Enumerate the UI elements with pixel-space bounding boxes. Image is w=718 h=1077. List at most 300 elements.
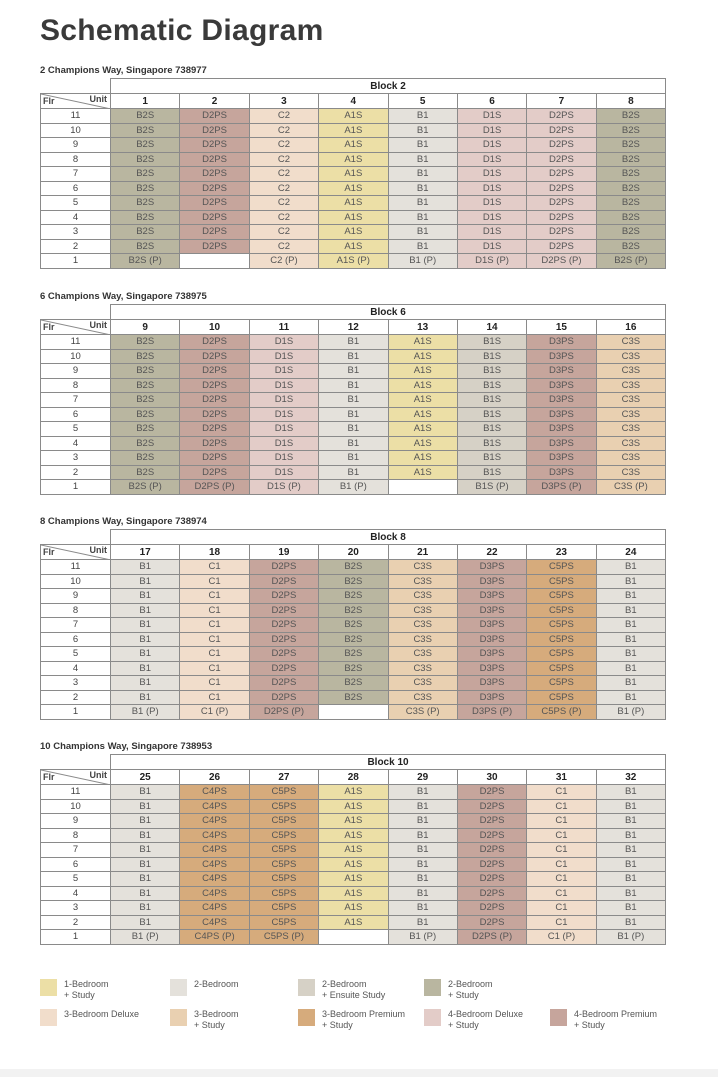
unit-cell: B2S (596, 167, 665, 182)
unit-cell: D2PS (249, 632, 318, 647)
unit-cell: C5PS (527, 603, 596, 618)
unit-cell: D2PS (180, 451, 249, 466)
unit-cell: D2PS (527, 138, 596, 153)
unit-cell: C2 (249, 123, 318, 138)
unit-cell: D3PS (527, 378, 596, 393)
unit-cell: B2S (P) (596, 254, 665, 269)
unit-cell: D1S (457, 210, 526, 225)
unit-cell: C4PS (P) (180, 930, 249, 945)
unit-cell: B2S (596, 239, 665, 254)
unit-cell: B2S (111, 138, 180, 153)
floor-unit-corner (41, 320, 111, 335)
unit-number: 29 (388, 770, 457, 785)
unit-cell: A1S (319, 152, 388, 167)
empty-cell (388, 480, 457, 495)
unit-cell: B2S (319, 589, 388, 604)
unit-cell: D2PS (180, 196, 249, 211)
unit-cell: B1 (388, 239, 457, 254)
unit-cell: C1 (P) (527, 930, 596, 945)
unit-cell: D2PS (180, 225, 249, 240)
floor-number: 2 (41, 690, 111, 705)
unit-cell: B1 (596, 843, 665, 858)
unit-cell: D1S (249, 378, 318, 393)
unit-cell: C1 (527, 814, 596, 829)
unit-cell: D2PS (180, 109, 249, 124)
unit-number: 19 (249, 545, 318, 560)
unit-cell: D2PS (P) (527, 254, 596, 269)
unit-cell: C1 (527, 799, 596, 814)
unit-cell: B1 (388, 828, 457, 843)
unit-cell: B2S (596, 109, 665, 124)
unit-cell: D2PS (457, 915, 526, 930)
unit-cell: C5PS (527, 574, 596, 589)
unit-cell: B1 (319, 451, 388, 466)
empty-cell (180, 254, 249, 269)
unit-cell: B1S (457, 378, 526, 393)
unit-cell: B1 (388, 210, 457, 225)
unit-cell: C3S (596, 349, 665, 364)
unit-cell: A1S (319, 872, 388, 887)
unit-cell: B2S (111, 436, 180, 451)
unit-cell: D2PS (457, 828, 526, 843)
unit-cell: D3PS (457, 560, 526, 575)
floor-number: 3 (41, 225, 111, 240)
unit-cell: C3S (388, 676, 457, 691)
unit-cell: A1S (388, 422, 457, 437)
unit-cell: C4PS (180, 915, 249, 930)
unit-cell: B1S (457, 393, 526, 408)
floor-row (41, 393, 666, 408)
legend-label: 2-Bedroom (194, 979, 239, 989)
unit-cell: A1S (388, 407, 457, 422)
unit-cell: B1 (111, 589, 180, 604)
unit-cell: D3PS (P) (527, 480, 596, 495)
unit-header: Unit (89, 320, 107, 330)
legend-label: 3-Bedroom + Study (194, 1009, 239, 1030)
floor-row (41, 785, 666, 800)
floor-row (41, 814, 666, 829)
legend-swatch (40, 1009, 57, 1026)
floor-row (41, 618, 666, 633)
unit-cell: D3PS (527, 407, 596, 422)
unit-number: 11 (249, 320, 318, 335)
floor-number: 2 (41, 239, 111, 254)
unit-cell: B2S (319, 632, 388, 647)
floor-number: 11 (41, 335, 111, 350)
unit-cell: D1S (457, 239, 526, 254)
floor-number: 10 (41, 349, 111, 364)
unit-cell: D3PS (457, 661, 526, 676)
floor-number: 7 (41, 393, 111, 408)
floor-row (41, 690, 666, 705)
floor-row (41, 632, 666, 647)
floor-number: 4 (41, 661, 111, 676)
floor-number: 1 (41, 480, 111, 495)
unit-cell: C3S (P) (388, 705, 457, 720)
unit-cell: D3PS (527, 465, 596, 480)
unit-cell: C5PS (249, 857, 318, 872)
unit-cell: B1 (111, 632, 180, 647)
unit-cell: D2PS (180, 210, 249, 225)
unit-cell: D1S (249, 364, 318, 379)
unit-cell: D2PS (P) (249, 705, 318, 720)
unit-cell: C2 (249, 167, 318, 182)
unit-cell: C5PS (249, 828, 318, 843)
unit-cell: D2PS (457, 886, 526, 901)
unit-cell: B1 (596, 690, 665, 705)
unit-cell: B1 (596, 574, 665, 589)
unit-cell: D1S (457, 138, 526, 153)
unit-cell: B1 (111, 661, 180, 676)
block-section (40, 290, 665, 495)
unit-cell: C3S (388, 603, 457, 618)
bottom-divider (0, 1069, 718, 1077)
unit-cell: C3S (596, 451, 665, 466)
unit-cell: B1 (596, 915, 665, 930)
unit-cell: B2S (111, 364, 180, 379)
unit-number: 15 (527, 320, 596, 335)
schematic-table (40, 754, 666, 945)
unit-cell: B2S (111, 123, 180, 138)
floor-number: 9 (41, 814, 111, 829)
unit-cell: D3PS (457, 603, 526, 618)
unit-cell: B1 (388, 138, 457, 153)
floor-row (41, 196, 666, 211)
unit-cell: C5PS (249, 915, 318, 930)
unit-cell: A1S (388, 364, 457, 379)
block-label: Block 8 (111, 530, 666, 545)
unit-cell: C5PS (P) (527, 705, 596, 720)
floor-number: 5 (41, 647, 111, 662)
unit-cell: C1 (527, 857, 596, 872)
unit-cell: C3S (596, 436, 665, 451)
unit-number: 23 (527, 545, 596, 560)
unit-number: 7 (527, 94, 596, 109)
unit-cell: D2PS (249, 560, 318, 575)
unit-cell: D2PS (180, 422, 249, 437)
floor-row (41, 705, 666, 720)
unit-cell: B1 (596, 785, 665, 800)
unit-cell: B2S (111, 239, 180, 254)
unit-header: Unit (89, 545, 107, 555)
legend-swatch (298, 979, 315, 996)
floor-number: 3 (41, 676, 111, 691)
unit-cell: B2S (P) (111, 254, 180, 269)
unit-cell: B2S (319, 574, 388, 589)
unit-cell: D2PS (180, 138, 249, 153)
floor-number: 3 (41, 451, 111, 466)
unit-cell: D3PS (527, 422, 596, 437)
unit-cell: C4PS (180, 901, 249, 916)
block-section (40, 64, 665, 269)
unit-header: Unit (89, 94, 107, 104)
unit-cell: A1S (319, 799, 388, 814)
floor-row (41, 451, 666, 466)
unit-cell: D2PS (457, 857, 526, 872)
unit-cell: C1 (527, 785, 596, 800)
unit-cell: B1 (P) (596, 930, 665, 945)
unit-cell: D1S (249, 393, 318, 408)
unit-cell: B1 (596, 799, 665, 814)
unit-cell: D2PS (180, 349, 249, 364)
unit-cell: B1S (P) (457, 480, 526, 495)
unit-cell: D1S (P) (457, 254, 526, 269)
unit-number: 4 (319, 94, 388, 109)
unit-cell: B2S (111, 407, 180, 422)
unit-cell: D2PS (457, 814, 526, 829)
unit-cell: B1S (457, 451, 526, 466)
floor-number: 7 (41, 167, 111, 182)
unit-cell: B2S (319, 647, 388, 662)
unit-cell: C2 (249, 109, 318, 124)
unit-cell: B1S (457, 407, 526, 422)
floor-row (41, 901, 666, 916)
block-address: 10 Champions Way, Singapore 738953 (40, 741, 213, 752)
unit-cell: B2S (596, 123, 665, 138)
unit-cell: B1 (388, 167, 457, 182)
unit-cell: B1 (388, 785, 457, 800)
unit-cell: C4PS (180, 814, 249, 829)
floor-number: 8 (41, 378, 111, 393)
unit-cell: C3S (596, 364, 665, 379)
unit-cell: B1 (388, 843, 457, 858)
unit-cell: D1S (249, 422, 318, 437)
unit-number: 6 (457, 94, 526, 109)
unit-cell: B2S (319, 560, 388, 575)
unit-cell: B2S (319, 676, 388, 691)
floor-number: 1 (41, 930, 111, 945)
unit-cell: D1S (457, 123, 526, 138)
floor-number: 6 (41, 857, 111, 872)
floor-row (41, 254, 666, 269)
floor-number: 2 (41, 915, 111, 930)
unit-cell: A1S (319, 785, 388, 800)
unit-cell: C5PS (249, 814, 318, 829)
unit-cell: D2PS (527, 181, 596, 196)
unit-cell: B1 (596, 886, 665, 901)
floor-number: 4 (41, 886, 111, 901)
unit-cell: D2PS (249, 676, 318, 691)
unit-cell: C1 (180, 647, 249, 662)
unit-cell: C1 (P) (180, 705, 249, 720)
unit-cell: D2PS (P) (457, 930, 526, 945)
unit-number: 25 (111, 770, 180, 785)
unit-cell: B1 (388, 814, 457, 829)
unit-cell: D2PS (457, 843, 526, 858)
unit-cell: B2S (596, 181, 665, 196)
floor-row (41, 872, 666, 887)
unit-cell: D3PS (527, 364, 596, 379)
unit-cell: B1S (457, 422, 526, 437)
floor-header: Flr (43, 547, 55, 557)
unit-cell: B2S (111, 465, 180, 480)
blank-cell (41, 305, 111, 320)
floor-number: 8 (41, 828, 111, 843)
unit-number: 5 (388, 94, 457, 109)
unit-cell: B1 (111, 886, 180, 901)
unit-cell: D3PS (527, 451, 596, 466)
unit-cell: A1S (319, 210, 388, 225)
legend-label: 2-Bedroom + Ensuite Study (322, 979, 386, 1000)
unit-cell: B1 (111, 828, 180, 843)
floor-row (41, 123, 666, 138)
floor-row (41, 661, 666, 676)
unit-cell: D1S (457, 196, 526, 211)
unit-cell: C5PS (P) (249, 930, 318, 945)
unit-cell: D3PS (P) (457, 705, 526, 720)
unit-cell: D2PS (180, 364, 249, 379)
unit-cell: C3S (596, 407, 665, 422)
floor-row (41, 828, 666, 843)
unit-number: 17 (111, 545, 180, 560)
unit-cell: C2 (249, 138, 318, 153)
unit-cell: B1 (596, 676, 665, 691)
floor-number: 2 (41, 465, 111, 480)
unit-cell: D2PS (180, 335, 249, 350)
unit-cell: C5PS (527, 661, 596, 676)
unit-cell: D2PS (249, 603, 318, 618)
unit-cell: C2 (249, 239, 318, 254)
unit-cell: A1S (319, 196, 388, 211)
unit-cell: C3S (388, 560, 457, 575)
block-label: Block 2 (111, 79, 666, 94)
unit-number: 31 (527, 770, 596, 785)
unit-cell: C1 (180, 603, 249, 618)
unit-cell: B1 (596, 828, 665, 843)
floor-number: 11 (41, 109, 111, 124)
unit-cell: B1 (319, 407, 388, 422)
unit-cell: D2PS (180, 181, 249, 196)
floor-row (41, 560, 666, 575)
unit-cell: C1 (180, 589, 249, 604)
unit-cell: B1 (596, 901, 665, 916)
floor-number: 10 (41, 123, 111, 138)
unit-cell: C2 (249, 210, 318, 225)
floor-number: 4 (41, 210, 111, 225)
unit-cell: B2S (P) (111, 480, 180, 495)
floor-unit-corner (41, 94, 111, 109)
floor-number: 6 (41, 181, 111, 196)
unit-cell: A1S (388, 451, 457, 466)
unit-cell: B2S (319, 661, 388, 676)
unit-cell: D2PS (180, 123, 249, 138)
unit-cell: D2PS (180, 407, 249, 422)
unit-cell: A1S (319, 814, 388, 829)
unit-cell: B1 (111, 901, 180, 916)
floor-row (41, 378, 666, 393)
floor-row (41, 239, 666, 254)
floor-number: 1 (41, 254, 111, 269)
unit-cell: D2PS (527, 167, 596, 182)
unit-cell: B2S (111, 422, 180, 437)
unit-cell: B2S (596, 225, 665, 240)
unit-cell: B1 (P) (596, 705, 665, 720)
unit-number: 28 (319, 770, 388, 785)
floor-unit-corner (41, 770, 111, 785)
unit-cell: B1S (457, 465, 526, 480)
unit-cell: B2S (111, 378, 180, 393)
floor-row (41, 152, 666, 167)
floor-header: Flr (43, 96, 55, 106)
unit-cell: A1S (388, 436, 457, 451)
unit-cell: A1S (319, 138, 388, 153)
unit-cell: B2S (111, 335, 180, 350)
unit-cell: C1 (180, 676, 249, 691)
floor-number: 5 (41, 872, 111, 887)
floor-row (41, 225, 666, 240)
unit-cell: D1S (457, 181, 526, 196)
floor-row (41, 349, 666, 364)
unit-cell: D2PS (457, 872, 526, 887)
unit-cell: C2 (249, 225, 318, 240)
unit-cell: C4PS (180, 785, 249, 800)
floor-number: 10 (41, 799, 111, 814)
unit-cell: D1S (457, 109, 526, 124)
unit-cell: C3S (388, 661, 457, 676)
unit-cell: B1 (596, 661, 665, 676)
unit-cell: A1S (388, 378, 457, 393)
unit-cell: D3PS (457, 574, 526, 589)
unit-cell: C5PS (527, 690, 596, 705)
floor-header: Flr (43, 322, 55, 332)
floor-header: Flr (43, 772, 55, 782)
unit-cell: D1S (457, 167, 526, 182)
unit-number: 2 (180, 94, 249, 109)
unit-cell: B1 (388, 886, 457, 901)
unit-cell: B1S (457, 436, 526, 451)
floor-row (41, 843, 666, 858)
unit-cell: B1 (111, 814, 180, 829)
unit-cell: B2S (111, 349, 180, 364)
legend-label: 1-Bedroom + Study (64, 979, 109, 1000)
unit-cell: B1 (111, 676, 180, 691)
floor-number: 9 (41, 364, 111, 379)
unit-cell: D2PS (527, 196, 596, 211)
blank-cell (41, 755, 111, 770)
unit-cell: A1S (388, 349, 457, 364)
floor-number: 11 (41, 560, 111, 575)
unit-cell: C2 (249, 181, 318, 196)
unit-number: 32 (596, 770, 665, 785)
floor-number: 5 (41, 422, 111, 437)
floor-number: 7 (41, 843, 111, 858)
unit-cell: C5PS (249, 785, 318, 800)
unit-cell: B1 (319, 422, 388, 437)
floor-number: 6 (41, 632, 111, 647)
unit-cell: B2S (111, 196, 180, 211)
unit-cell: C5PS (527, 676, 596, 691)
floor-row (41, 647, 666, 662)
unit-cell: D2PS (527, 123, 596, 138)
unit-cell: B1 (596, 618, 665, 633)
unit-number: 22 (457, 545, 526, 560)
unit-cell: B1 (P) (111, 705, 180, 720)
unit-cell: C1 (527, 828, 596, 843)
floor-row (41, 480, 666, 495)
unit-cell: C1 (180, 632, 249, 647)
unit-cell: C5PS (249, 799, 318, 814)
unit-cell: C3S (596, 393, 665, 408)
unit-cell: C4PS (180, 843, 249, 858)
unit-cell: A1S (319, 123, 388, 138)
unit-cell: B1 (111, 857, 180, 872)
unit-cell: C1 (527, 915, 596, 930)
unit-number: 1 (111, 94, 180, 109)
legend-label: 4-Bedroom Premium + Study (574, 1009, 658, 1030)
unit-cell: C3S (388, 589, 457, 604)
unit-cell: D3PS (457, 690, 526, 705)
unit-cell: B1 (596, 560, 665, 575)
